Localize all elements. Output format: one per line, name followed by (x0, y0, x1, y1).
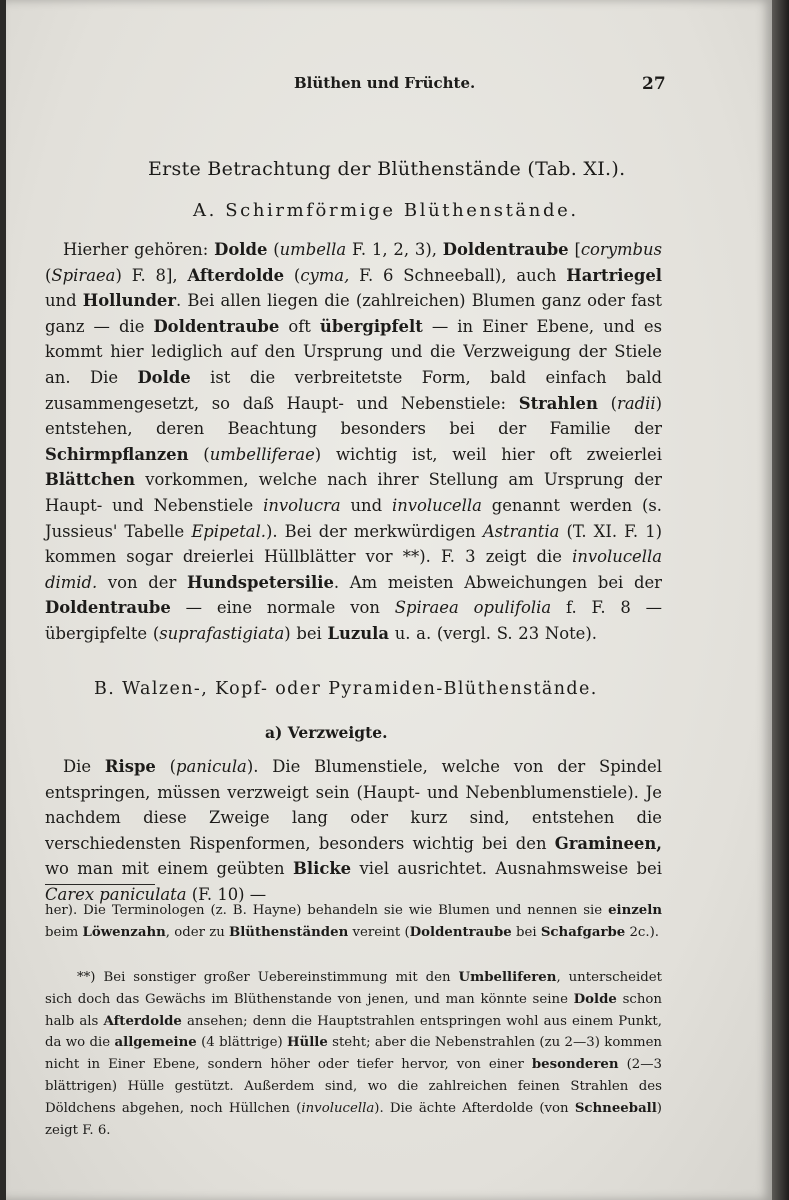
chapter-heading: Erste Betrachtung der Blüthenstände (Tab. XI.). (148, 158, 626, 180)
subsection-heading: a) Verzweigte. (265, 723, 388, 742)
section-heading-b: B. Walzen-, Kopf- oder Pyramiden-Blüthenstände. (94, 679, 598, 699)
paragraph-panicle: Die Rispe (panicula). Die Blumenstiele, welche von der Spindel entspringen, müssen verzweigt sein (Haupt- und Nebenblumenstiele). Je nachdem diese Zweige lang oder kurz sind, entstehen die verschiedensten Rispenformen, besonders wichtig bei den Gramineen, wo man mit einem geübten Blicke viel ausrichtet. Ausnahmsweise bei Carex paniculata (F. 10) — (45, 757, 662, 904)
section-heading-a: A. Schirmförmige Blüthenstände. (193, 200, 579, 221)
footnote-continued: her). Die Terminologen (z. B. Hayne) behandeln sie wie Blumen und nennen sie einzeln beim Löwenzahn, oder zu Blüthenständen vereint (Doldentraube bei Schafgarbe 2c.). (45, 903, 662, 940)
page-edge-shadow (772, 0, 789, 1200)
footnote-rule (45, 884, 155, 885)
book-page (6, 0, 772, 1200)
paragraph-umbels: Hierher gehören: Dolde (umbella F. 1, 2, 3), Doldentraube [corymbus (Spiraea) F. 8], Afterdolde (cyma, F. 6 Schneeball), auch Hartriegel und Hollunder. Bei allen liegen die (zahlreichen) Blumen ganz oder fast ganz — die Doldentraube oft übergipfelt — in Einer Ebene, und es kommt hier lediglich auf den Ursprung und die Verzweigung der Stiele an. Die Dolde ist die verbreitetste Form, bald einfach bald zusammengesetzt, so daß Haupt- und Nebenstiele: Strahlen (radii) entstehen, deren Beachtung besonders bei der Familie der Schirmpflanzen (umbelliferae) wichtig ist, weil hier oft zweierlei Blättchen vorkommen, welche nach ihrer Stellung am Ursprung der Haupt- und Nebenstiele involucra und involucella genannt werden (s. Jussieus' Tabelle Epipetal.). Bei der merkwürdigen Astrantia (T. XI. F. 1) kommen sogar dreierlei Hüllblätter vor **). F. 3 zeigt die involucella dimid. von der Hundspetersilie. Am meisten Abweichungen bei der Doldentraube — eine normale von Spiraea opulifolia f. F. 8 — übergipfelte (suprafastigiata) bei Luzula u. a. (vergl. S. 23 Note). (45, 240, 663, 643)
running-head: Blüthen und Früchte. (294, 74, 476, 92)
footnote-double-asterisk: **) Bei sonstiger großer Uebereinstimmung mit den Umbelliferen, unterscheidet sich doch das Gewächs im Blüthenstande von jenen, und man könnte seine Dolde schon halb als Afterdolde ansehen; denn die Hauptstrahlen entspringen wohl aus einem Punkt, da wo die allgemeine (4 blättrige) Hülle steht; aber die Nebenstrahlen (zu 2—3) kommen nicht in Einer Ebene, sondern höher oder tiefer hervor, von einer besonderen (2—3 blättrigen) Hülle gestützt. Außerdem sind, wo die zahlreichen feinen Strahlen des Döldchens abgehen, noch Hüllchen (involucella). Die ächte Afterdolde (von Schneeball) zeigt F. 6. (45, 970, 662, 1138)
page-number: 27 (642, 74, 666, 94)
